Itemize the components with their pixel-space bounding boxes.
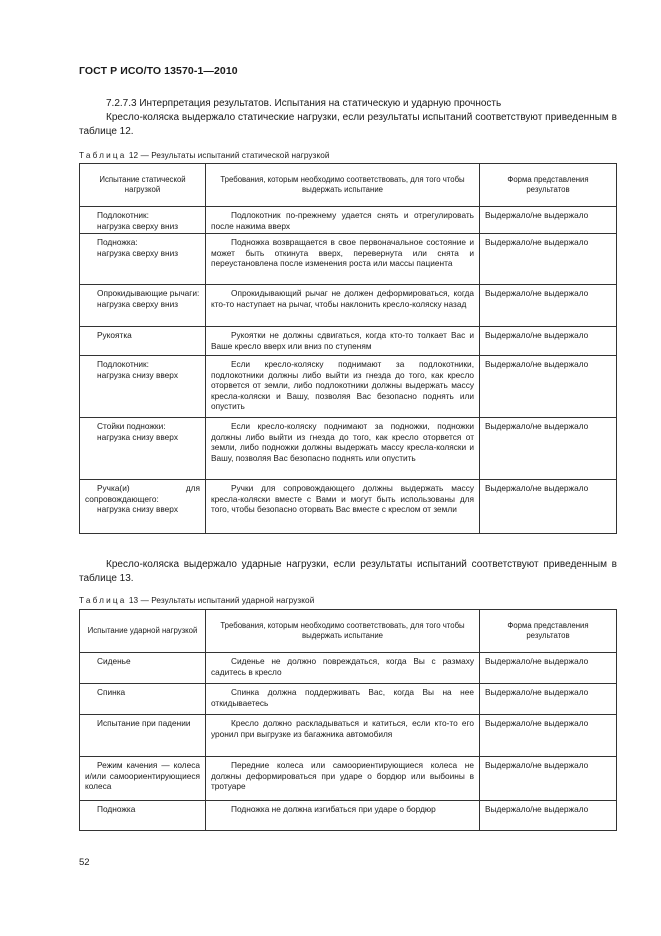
table12-caption: [79, 151, 330, 160]
section-intro: [79, 97, 617, 139]
table13-header-result: Форма представления результатов: [480, 610, 617, 653]
table13-header-requirements: Требования, которым необходимо соответствовать, для того чтобы выдержать испытание: [206, 610, 480, 653]
table13-caption: [79, 596, 314, 605]
table-row: Опрокидывающие рычаги: нагрузка сверху вниз Опрокидывающий рычаг не должен деформироваться, когда кто-то наступает на рычаг, чтобы наклонить кресло-коляску назад Выдержало/не выдержало: [80, 285, 617, 327]
impact-intro: [79, 558, 617, 586]
table12-header-requirements: Требования, которым необходимо соответствовать, для того чтобы выдержать испытание: [206, 164, 480, 207]
table13-header-test: Испытание ударной нагрузкой: [80, 610, 206, 653]
table-13: [79, 609, 617, 831]
table13-caption-text: 13 — Результаты испытаний ударной нагрузкой: [128, 596, 315, 605]
page-number: 52: [79, 857, 90, 868]
table-row: Подлокотник: нагрузка снизу вверх Если кресло-коляску поднимают за подлокотники, подлокотники должны либо выйти из гнезда до того, как кресло оторвется от земли, либо подлокотники должны выдержать массу кресла-коляски и Вашу, позволяя Вас безопасно поднять или опустить Выдержало/не выдержало: [80, 356, 617, 418]
table-row: Подножка: нагрузка сверху вниз Подножка возвращается в свое первоначальное состояние и может быть откинута вверх, перевернута или снята и переустановлена после изменения роста или массы пациента Выдержало/не выдержало: [80, 234, 617, 285]
document-header: ГОСТ Р ИСО/ТО 13570-1—2010: [79, 65, 238, 77]
table13-caption-word: Таблица: [79, 596, 127, 605]
impact-intro-text: Кресло-коляска выдержало ударные нагрузки, если результаты испытаний соответствуют приведенным в таблице 13.: [79, 559, 617, 584]
table-row: Стойки подножки: нагрузка снизу вверх Если кресло-коляску поднимают за подножки, подножки должны либо выйти из гнезда до того, как кресло оторвется от земли, либо подножки должны выдержать массу кресла-коляски и Вашу, позволяя Вас безопасно поднять или опустить Выдержало/не выдержало: [80, 418, 617, 480]
table-row: Ручка(и) для сопровождающего: нагрузка снизу вверх Ручки для сопровождающего должны выдержать массу кресла-коляски вместе с Вами и могут быть использованы для того, чтобы безопасно оторвать Вас вместе с креслом от земли Выдержало/не выдержало: [80, 480, 617, 534]
section-heading: 7.2.7.3 Интерпретация результатов. Испытания на статическую и ударную прочность: [106, 98, 502, 109]
table12-header-test: Испытание статической нагрузкой: [80, 164, 206, 207]
table-row: Режим качения — колеса и/или самоориентирующиеся колеса Передние колеса или самоориентирующиеся колеса не должны деформироваться при ударе о бордюр или выбоины в тротуаре Выдержало/не выдержало: [80, 757, 617, 801]
table12-caption-word: Таблица: [79, 151, 127, 160]
table-row: Спинка Спинка должна поддерживать Вас, когда Вы на нее откидываетесь Выдержало/не выдержало: [80, 684, 617, 715]
table-row: Испытание при падении Кресло должно раскладываться и катиться, если кто-то его уронил при выгрузке из багажника автомобиля Выдержало/не выдержало: [80, 715, 617, 757]
table-row: Подножка Подножка не должна изгибаться при ударе о бордюр Выдержало/не выдержало: [80, 801, 617, 831]
table-row: Подлокотник: нагрузка сверху вниз Подлокотник по-прежнему удается снять и отрегулировать после нажима вверх Выдержало/не выдержало: [80, 207, 617, 234]
table12-header-result: Форма представления результатов: [480, 164, 617, 207]
static-intro-text: Кресло-коляска выдержало статические нагрузки, если результаты испытаний соответствуют приведенным в таблице 12.: [79, 112, 617, 137]
table-row: Сиденье Сиденье не должно повреждаться, когда Вы с размаху садитесь в кресло Выдержало/не выдержало: [80, 653, 617, 684]
table-12: [79, 163, 617, 534]
table12-caption-text: 12 — Результаты испытаний статической нагрузкой: [128, 151, 330, 160]
table-row: Рукоятка Рукоятки не должны сдвигаться, когда кто-то толкает Вас и Ваше кресло вверх или вниз по ступеням Выдержало/не выдержало: [80, 327, 617, 356]
